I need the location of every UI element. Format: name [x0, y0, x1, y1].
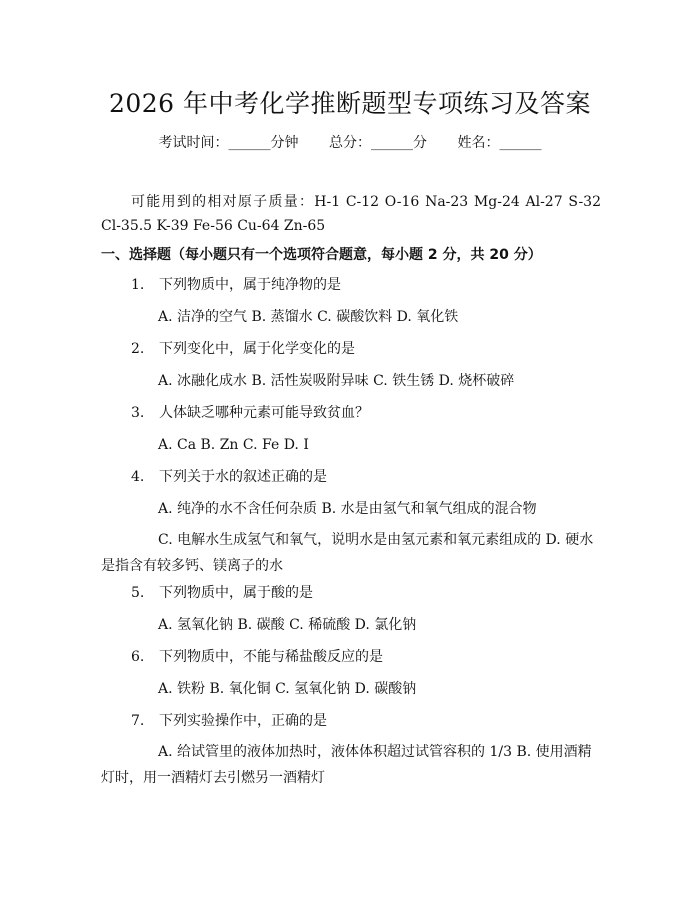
exam-time-field: 考试时间：______分钟 [158, 135, 299, 151]
question-4 [131, 466, 327, 488]
student-name-field: 姓名：______ [457, 135, 542, 151]
question-number: 5. [131, 585, 145, 601]
question-number: 6. [131, 649, 145, 665]
page-title: 2026 年中考化学推断题型专项练习及答案 [108, 89, 592, 118]
question-stem: 下列实验操作中，正确的是 [159, 713, 327, 729]
question-5-options: A. 氢氧化钠 B. 碳酸 C. 稀硫酸 D. 氯化钠 [158, 617, 417, 633]
question-5 [131, 582, 313, 604]
question-number: 2. [131, 341, 145, 357]
total-score-field: 总分：______分 [329, 135, 427, 151]
question-6 [131, 646, 383, 668]
question-1-options: A. 洁净的空气 B. 蒸馏水 C. 碳酸饮料 D. 氧化铁 [158, 309, 459, 325]
question-4-options-continued: C. 电解水生成氢气和氧气，说明水是由氢元素和氧元素组成的 D. 硬水是指含有较多钙、镁离子的水 [101, 532, 594, 574]
question-number: 1. [131, 277, 145, 293]
question-stem: 下列关于水的叙述正确的是 [159, 469, 327, 485]
question-6-options: A. 铁粉 B. 氧化铜 C. 氢氧化钠 D. 碳酸钠 [158, 681, 417, 697]
question-stem: 下列物质中，属于纯净物的是 [159, 277, 341, 293]
question-number: 4. [131, 469, 145, 485]
question-7 [131, 710, 327, 732]
atomic-mass-note: 可能用到的相对原子质量：H-1 C-12 O-16 Na-23 Mg-24 Al-27 S-32 Cl-35.5 K-39 Fe-56 Cu-64 Zn-65 [101, 194, 601, 234]
question-3-options: A. Ca B. Zn C. Fe D. I [158, 437, 309, 453]
question-stem: 人体缺乏哪种元素可能导致贫血？ [159, 405, 369, 421]
question-stem: 下列物质中，不能与稀盐酸反应的是 [159, 649, 383, 665]
question-number: 7. [131, 713, 145, 729]
question-4-options: A. 纯净的水不含任何杂质 B. 水是由氢气和氧气组成的混合物 [158, 501, 537, 517]
question-2-options: A. 冰融化成水 B. 活性炭吸附异味 C. 铁生锈 D. 烧杯破碎 [158, 373, 515, 389]
question-stem: 下列物质中，属于酸的是 [159, 585, 313, 601]
question-number: 3. [131, 405, 145, 421]
section-title: 一、选择题（每小题只有一个选项符合题意，每小题 2 分，共 20 分） [101, 247, 542, 263]
exam-info [0, 132, 700, 152]
question-3 [131, 402, 369, 424]
question-7-options: A. 给试管里的液体加热时，液体体积超过试管容积的 1/3 B. 使用酒精灯时，用一酒精灯去引燃另一酒精灯 [101, 744, 592, 786]
question-2 [131, 338, 355, 360]
question-1 [131, 274, 341, 296]
question-stem: 下列变化中，属于化学变化的是 [159, 341, 355, 357]
